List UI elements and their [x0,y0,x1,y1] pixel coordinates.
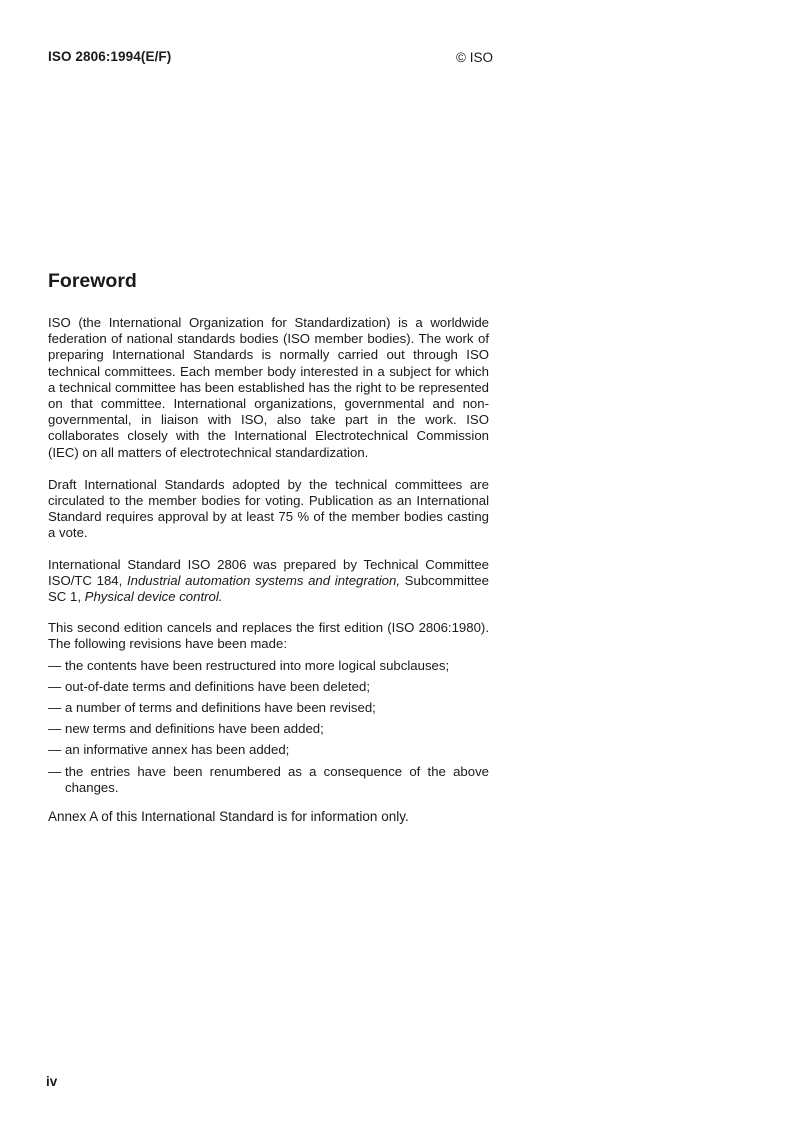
preparation-text-1: International Standard ISO 2806 was prepared by Technical Committee ISO/TC 184, [48,556,489,588]
revision-item [48,721,489,737]
revision-text: a number of terms and definitions have been revised; [65,700,376,716]
section-title: Foreword [48,270,137,292]
committee-title: Industrial automation systems and integration, [126,572,401,588]
preparation-text-2: Subcommittee SC 1, [48,572,489,605]
dash-marker: — [48,742,62,758]
dash-marker: — [48,721,62,737]
revision-text: the contents have been restructured into more logical subclauses; [65,657,450,673]
foreword-body [48,315,489,825]
paragraph-iso-intro: ISO (the International Organization for Standardization) is a worldwide federation of national standards bodies (ISO member bodies). The work of preparing International Standards is normally carried out through ISO technical committees. Each member body interested in a subject for which a technical committee has been established has the right to be represented on that committee. International organizations, governmental and non-governmental, in liaison with ISO, also take part in the work. ISO collaborates closely with the International Electrotechnical Commission (IEC) on all matters of electrotechnical standardization. [48,315,489,460]
document-id: ISO 2806:1994(E/F) [48,49,172,64]
paragraph-draft-standards: Draft International Standards adopted by the technical committees are circulated to the member bodies for voting. Publication as an International Standard requires approval by at least 75 % of the member bodies casting a vote. [48,476,489,541]
paragraph-annex-note: Annex A of this International Standard is for information only. [48,809,409,825]
revisions-list [48,658,489,796]
revision-item [48,742,489,758]
dash-marker: — [48,678,62,694]
revision-item [48,679,489,695]
dash-marker: — [48,657,62,673]
revision-text: out-of-date terms and definitions have been deleted; [65,678,370,694]
revision-item [48,658,489,674]
revision-text: new terms and definitions have been added; [65,721,324,737]
subcommittee-title: Physical device control. [84,589,223,605]
revision-item [48,764,489,796]
revision-item [48,700,489,716]
paragraph-edition: This second edition cancels and replaces the first edition (ISO 2806:1980). The following revisions have been made: [48,620,489,652]
paragraph-preparation [48,557,489,606]
revision-text: an informative annex has been added; [65,742,290,758]
dash-marker: — [48,700,62,716]
dash-marker: — [48,763,62,779]
page-number: iv [46,1074,58,1089]
revision-text: the entries have been renumbered as a consequence of the above changes. [65,763,489,795]
copyright-notice: © ISO [456,50,493,65]
